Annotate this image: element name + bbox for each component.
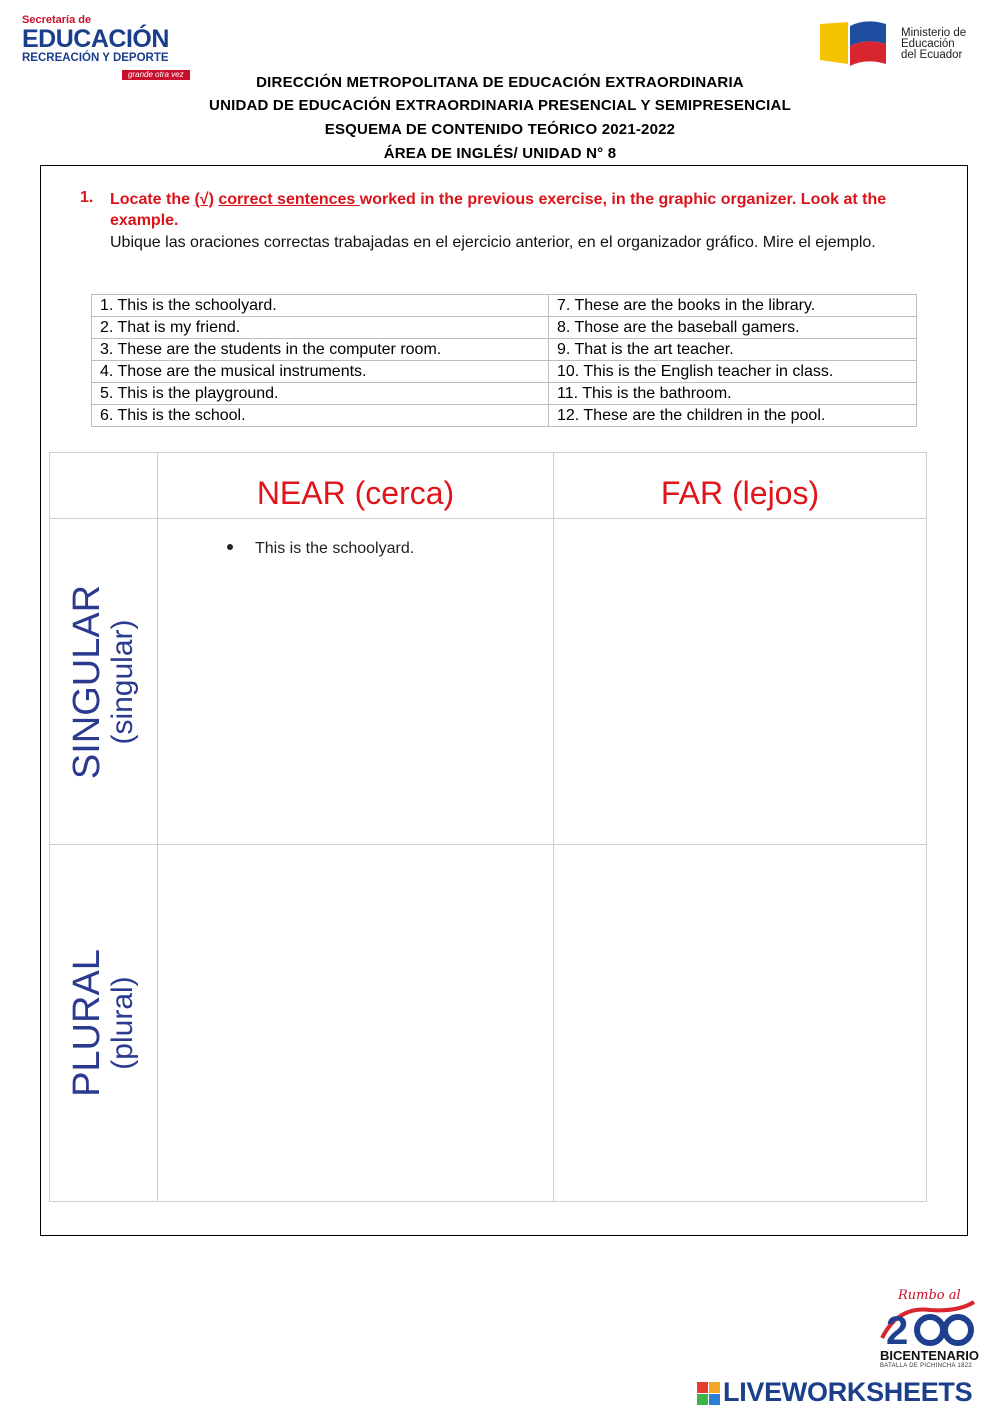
example-text: This is the schoolyard.	[255, 540, 415, 557]
table-cell: 11. This is the bathroom.	[549, 383, 917, 405]
logo-right-line1: Ministerio de	[901, 27, 967, 39]
table-row	[92, 295, 917, 317]
table-row	[92, 339, 917, 361]
logo-left-tagline: grande otra vez	[122, 70, 190, 80]
grid-line	[926, 452, 927, 1202]
plural-label: PLURAL	[66, 949, 108, 1097]
instruction-en-part3: worked in the previous exercise, in the graphic organizer. Look at the example.	[110, 191, 887, 229]
bicentenario-logo	[870, 1288, 982, 1374]
table-cell: 7. These are the books in the library.	[549, 295, 917, 317]
table-row	[92, 317, 917, 339]
badge-cell	[709, 1382, 720, 1393]
bicentenario-label: BICENTENARIO	[880, 1348, 979, 1363]
liveworksheets-text: LIVEWORKSHEETS	[723, 1377, 973, 1407]
table-row	[92, 383, 917, 405]
singular-far-answer-area[interactable]	[554, 519, 926, 844]
logo-left-line2: EDUCACIÓN	[22, 25, 169, 53]
svg-text:2: 2	[886, 1309, 909, 1348]
sentences-table	[91, 294, 917, 427]
singular-near-answer-area[interactable]	[158, 562, 553, 844]
graphic-organizer	[49, 452, 927, 1202]
badge-cell	[709, 1394, 720, 1405]
header-line-1: DIRECCIÓN METROPOLITANA DE EDUCACIÓN EXTRAORDINARIA	[256, 74, 744, 91]
near-column-header: NEAR (cerca)	[256, 475, 455, 511]
plural-row-header	[49, 845, 157, 1201]
grid-line	[49, 452, 927, 453]
singular-label: SINGULAR	[66, 584, 108, 779]
ecuador-flag-book-icon	[818, 20, 888, 68]
plural-sublabel: (plural)	[106, 976, 139, 1070]
plural-near-answer-area[interactable]	[158, 845, 553, 1201]
bicentenario-script: Rumbo al	[898, 1288, 961, 1303]
instruction-en-underlined: correct sentences	[218, 191, 360, 208]
bullet-icon	[227, 544, 233, 550]
table-cell: 4. Those are the musical instruments.	[92, 361, 549, 383]
header-line-3: ESQUEMA DE CONTENIDO TEÓRICO 2021-2022	[324, 121, 676, 138]
secretaria-educacion-logo	[22, 14, 202, 79]
logo-left-line1: Secretaría de	[22, 14, 92, 26]
header-line-2: UNIDAD DE EDUCACIÓN EXTRAORDINARIA PRESENCIAL Y SEMIPRESENCIAL	[209, 97, 791, 114]
logo-right-line3: del Ecuador	[901, 49, 963, 61]
logo-right-text	[901, 28, 966, 61]
badge-cell	[697, 1382, 708, 1393]
bicentenario-200-icon	[878, 1300, 978, 1348]
table-cell: 1. This is the schoolyard.	[92, 295, 549, 317]
table-cell: 9. That is the art teacher.	[549, 339, 917, 361]
singular-row-header	[49, 519, 157, 844]
table-cell: 3. These are the students in the computer room.	[92, 339, 549, 361]
logo-left-line3: RECREACIÓN Y DEPORTE	[22, 52, 169, 64]
table-cell: 6. This is the school.	[92, 405, 549, 427]
bicentenario-sublabel: BATALLA DE PICHINCHA 1822	[880, 1363, 972, 1369]
logo-right-line2: Educación	[901, 38, 955, 50]
instruction-spanish: Ubique las oraciones correctas trabajadas en el ejercicio anterior, en el organizador gráfico. Mire el ejemplo.	[110, 234, 876, 251]
table-row	[92, 361, 917, 383]
header-line-4: ÁREA DE INGLÉS/ UNIDAD N° 8	[383, 145, 617, 162]
table-cell: 10. This is the English teacher in class.	[549, 361, 917, 383]
example-bullet-item	[227, 540, 414, 558]
instruction-number: 1.	[80, 189, 94, 206]
plural-far-answer-area[interactable]	[554, 845, 926, 1201]
instruction-english	[110, 189, 930, 231]
table-cell: 12. These are the children in the pool.	[549, 405, 917, 427]
table-row	[92, 405, 917, 427]
table-cell: 5. This is the playground.	[92, 383, 549, 405]
liveworksheets-badge-icon	[697, 1382, 721, 1406]
ministerio-educacion-logo	[818, 20, 988, 70]
table-cell: 2. That is my friend.	[92, 317, 549, 339]
far-column-header: FAR (lejos)	[660, 475, 820, 511]
table-cell: 8. Those are the baseball gamers.	[549, 317, 917, 339]
singular-sublabel: (singular)	[106, 618, 139, 745]
badge-cell	[697, 1394, 708, 1405]
instruction-check-mark: (√)	[194, 191, 214, 208]
instruction-en-part1: Locate the	[110, 191, 195, 208]
grid-line	[49, 1201, 927, 1202]
